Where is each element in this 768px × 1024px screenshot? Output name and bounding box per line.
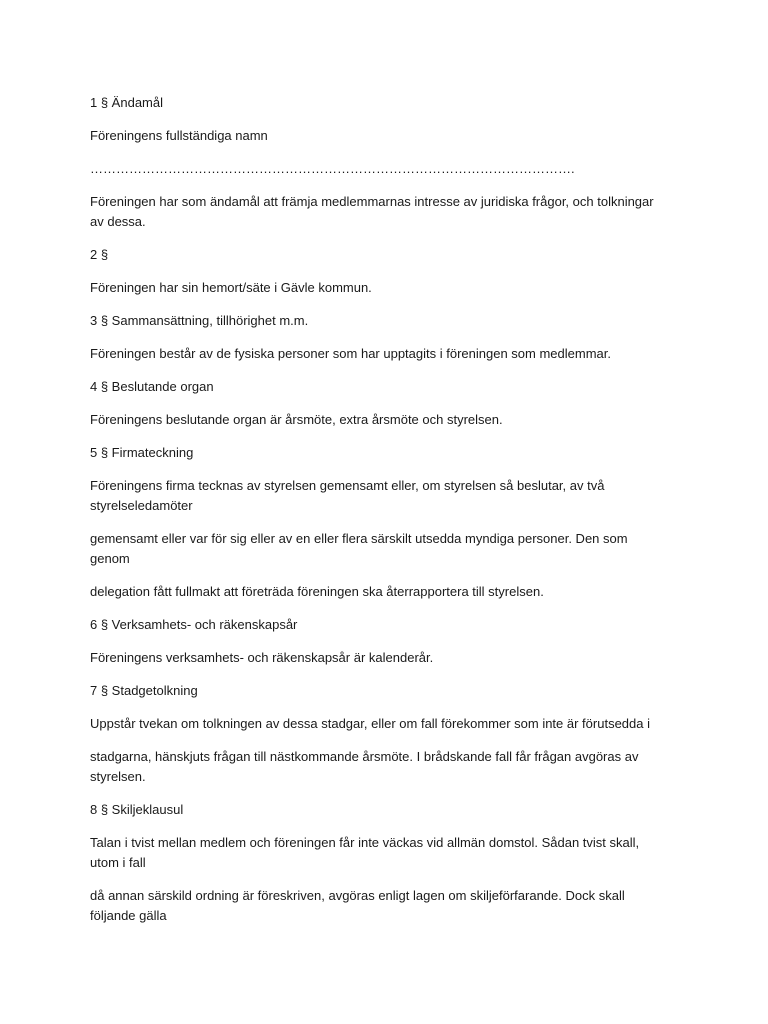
- paragraph-full-name-label: Föreningens fullständiga namn: [90, 128, 268, 143]
- paragraph-seat: Föreningen har sin hemort/säte i Gävle kommun.: [90, 280, 372, 295]
- paragraph-interpretation-1: Uppstår tvekan om tolkningen av dessa stadgar, eller om fall förekommer som inte är förutsedda i: [90, 716, 650, 731]
- document-body: [90, 93, 670, 939]
- section-heading-7: 7 § Stadgetolkning: [90, 683, 198, 698]
- paragraph-arbitration-2: då annan särskild ordning är föreskriven, avgöras enligt lagen om skiljeförfarande. Dock skall följande gälla: [90, 888, 625, 923]
- paragraph-decision-bodies: Föreningens beslutande organ är årsmöte, extra årsmöte och styrelsen.: [90, 412, 503, 427]
- paragraph-signatory-1: Föreningens firma tecknas av styrelsen gemensamt eller, om styrelsen så beslutar, av två styrelseledamöter: [90, 478, 605, 513]
- paragraph-interpretation-2: stadgarna, hänskjuts frågan till nästkommande årsmöte. I brådskande fall får frågan avgöras av styrelsen.: [90, 749, 639, 784]
- paragraph-signatory-3: delegation fått fullmakt att företräda föreningen ska återrapportera till styrelsen.: [90, 584, 544, 599]
- section-heading-6: 6 § Verksamhets- och räkenskapsår: [90, 617, 298, 632]
- paragraph-signatory-2: gemensamt eller var för sig eller av en eller flera särskilt utsedda myndiga personer. Den som genom: [90, 531, 628, 566]
- section-heading-2: 2 §: [90, 247, 109, 262]
- section-heading-3: 3 § Sammansättning, tillhörighet m.m.: [90, 313, 309, 328]
- section-heading-5: 5 § Firmateckning: [90, 445, 194, 460]
- section-heading-4: 4 § Beslutande organ: [90, 379, 214, 394]
- paragraph-purpose: Föreningen har som ändamål att främja medlemmarnas intresse av juridiska frågor, och tolkningar av dessa.: [90, 194, 654, 229]
- paragraph-members: Föreningen består av de fysiska personer som har upptagits i föreningen som medlemmar.: [90, 346, 611, 361]
- name-fill-line: ………………………………………………………………………………………………….: [90, 161, 575, 176]
- section-heading-1: 1 § Ändamål: [90, 95, 163, 110]
- paragraph-fiscal-year: Föreningens verksamhets- och räkenskapsår är kalenderår.: [90, 650, 434, 665]
- paragraph-arbitration-1: Talan i tvist mellan medlem och föreningen får inte väckas vid allmän domstol. Sådan tvist skall, utom i fall: [90, 835, 640, 870]
- section-heading-8: 8 § Skiljeklausul: [90, 802, 184, 817]
